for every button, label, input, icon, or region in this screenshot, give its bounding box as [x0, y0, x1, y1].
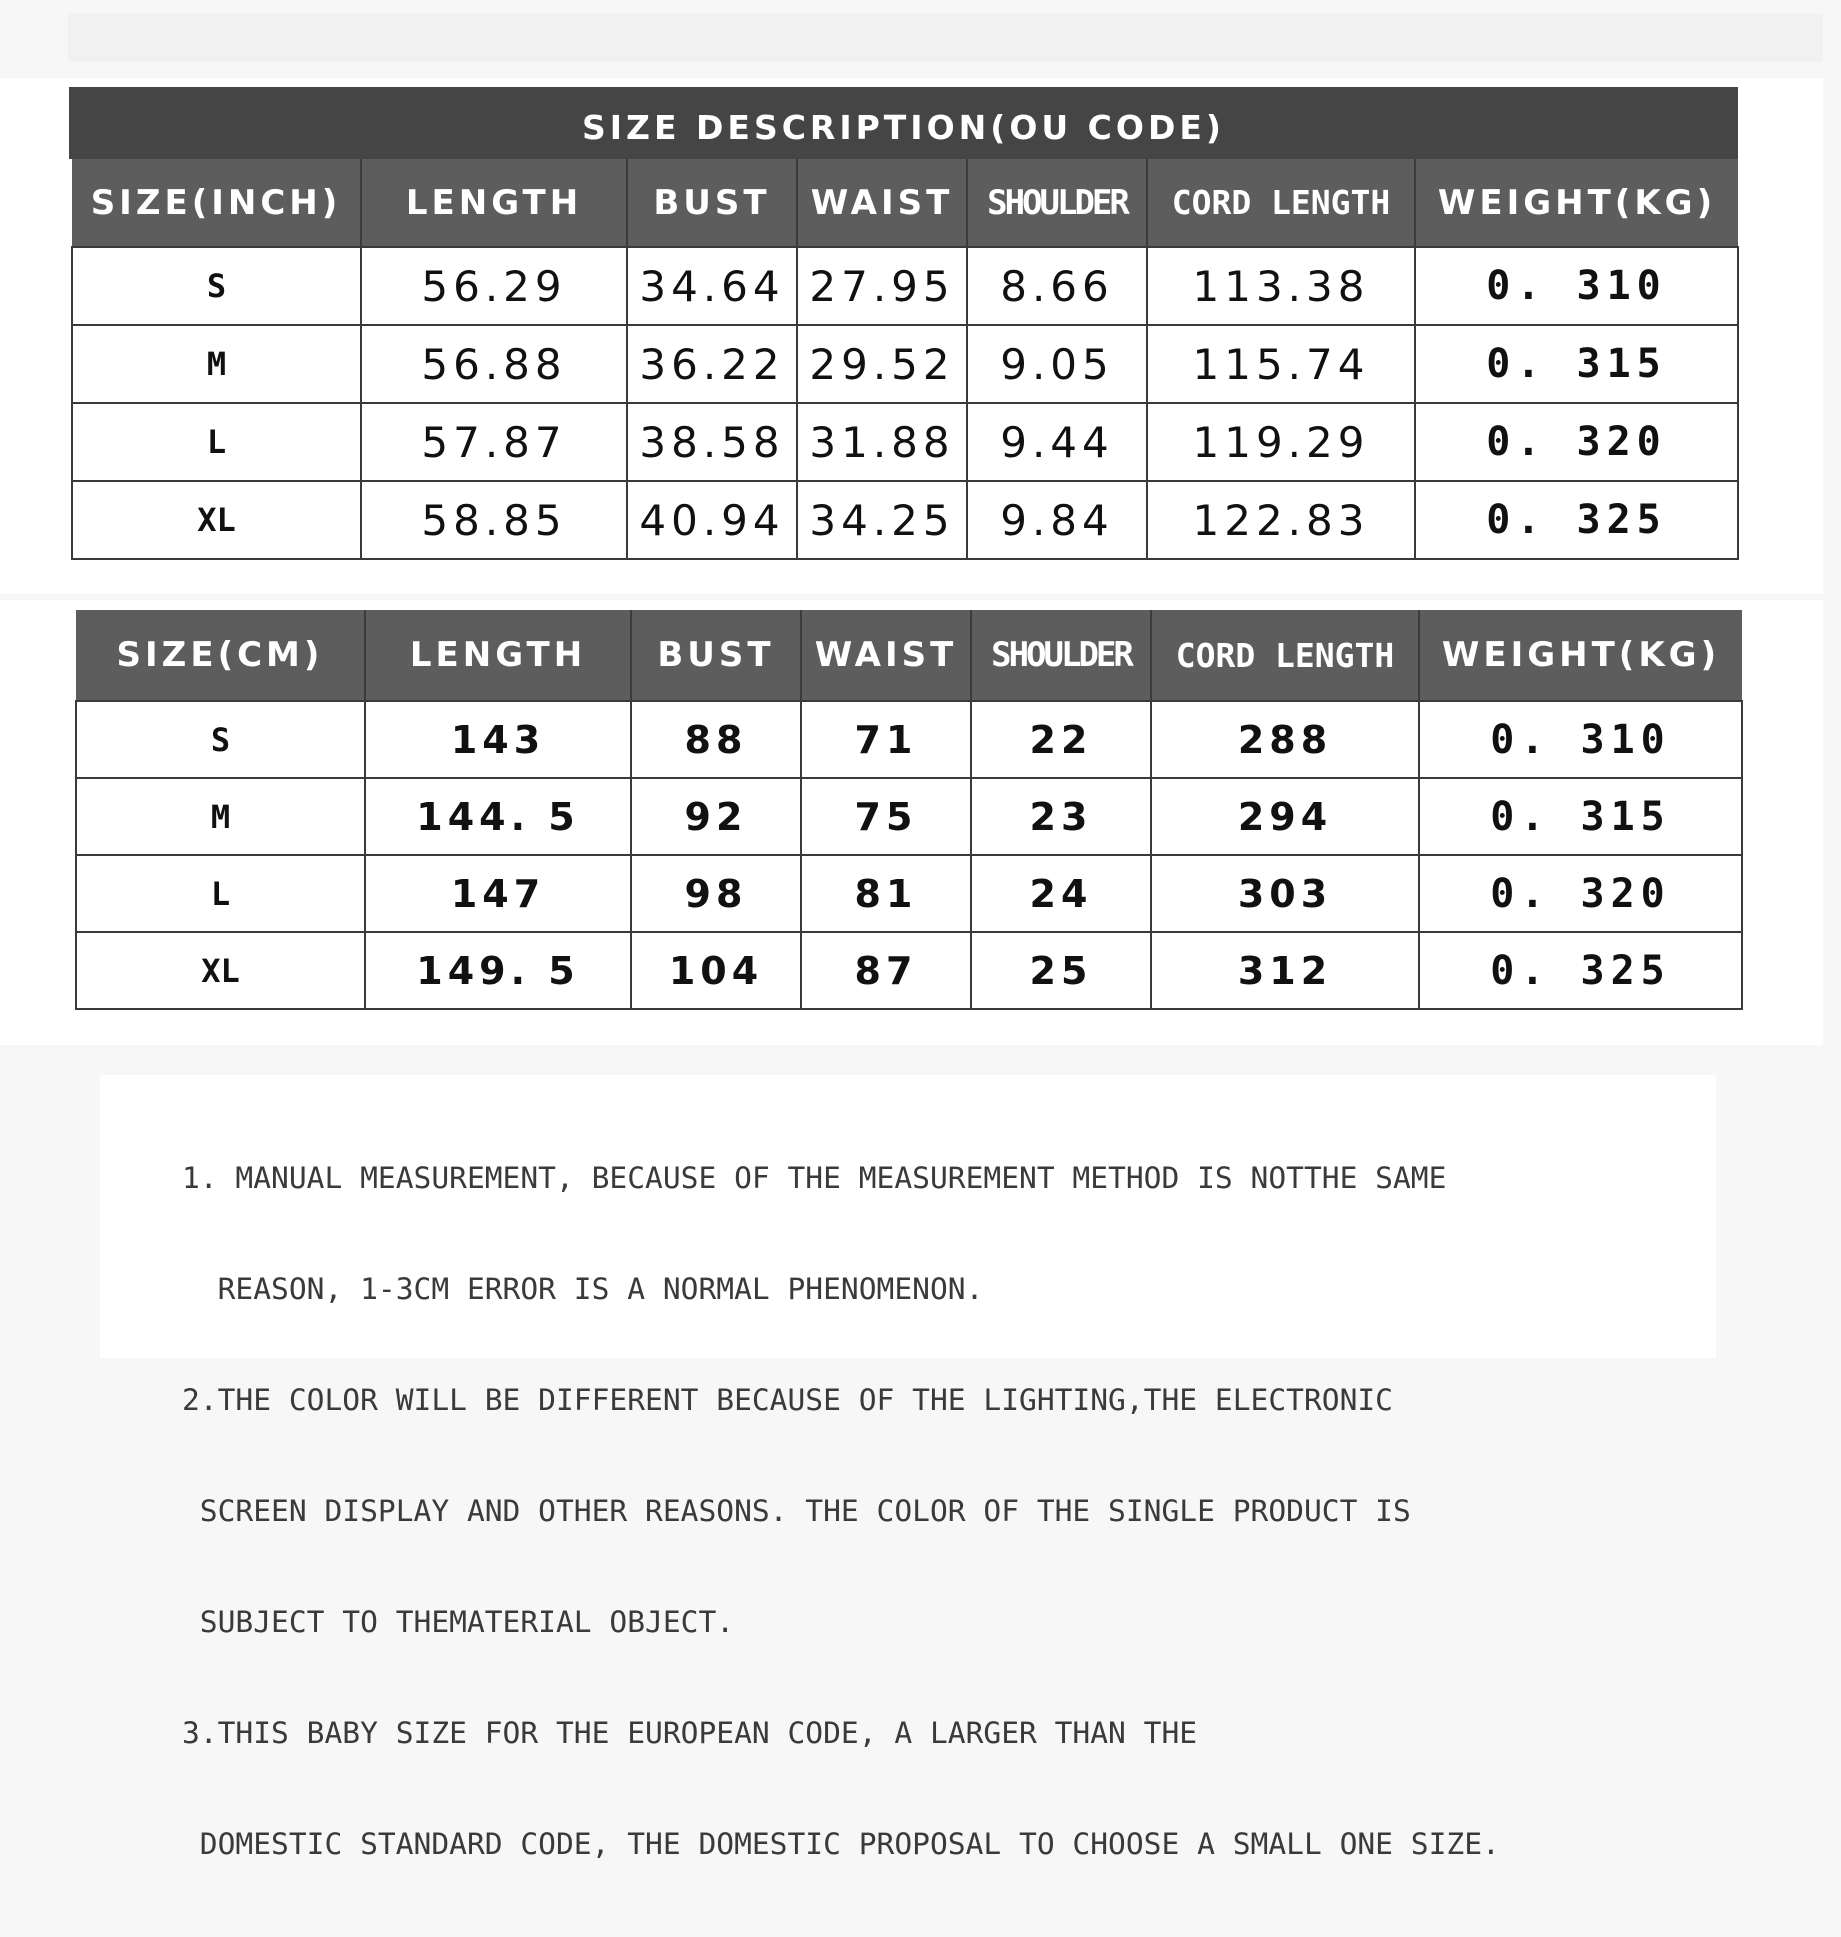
- cm-header-cord-length: CORD LENGTH: [1151, 610, 1419, 701]
- cm-header-row: [76, 610, 1742, 701]
- waist-cell: 75: [801, 778, 971, 855]
- inch-header-weight: WEIGHT(KG): [1415, 159, 1738, 247]
- inch-header-cord-length: CORD LENGTH: [1147, 159, 1415, 247]
- size-cell: XL: [72, 481, 361, 559]
- weight-cell: 0. 320: [1415, 403, 1738, 481]
- table-row: [72, 325, 1738, 403]
- cord-length-cell: 303: [1151, 855, 1419, 932]
- cord-length-cell: 119.29: [1147, 403, 1415, 481]
- bust-cell: 104: [631, 932, 801, 1009]
- cm-size-table: [75, 610, 1743, 1010]
- cm-header-waist: WAIST: [801, 610, 971, 701]
- page-title: SIZE DESCRIPTION(OU CODE): [69, 87, 1738, 159]
- cm-header-bust: BUST: [631, 610, 801, 701]
- shoulder-cell: 9.44: [967, 403, 1147, 481]
- weight-cell: 0. 325: [1419, 932, 1742, 1009]
- cord-length-cell: 288: [1151, 701, 1419, 778]
- cm-header-length: LENGTH: [365, 610, 631, 701]
- table-row: [72, 247, 1738, 325]
- table-row: [76, 855, 1742, 932]
- bust-cell: 34.64: [627, 247, 797, 325]
- note-line: 2.THE COLOR WILL BE DIFFERENT BECAUSE OF THE LIGHTING,THE ELECTRONIC: [182, 1383, 1393, 1417]
- note-line: DOMESTIC STANDARD CODE, THE DOMESTIC PROPOSAL TO CHOOSE A SMALL ONE SIZE.: [182, 1827, 1500, 1861]
- waist-cell: 31.88: [797, 403, 967, 481]
- table-row: [76, 932, 1742, 1009]
- waist-cell: 34.25: [797, 481, 967, 559]
- cm-header-size: SIZE(CM): [76, 610, 365, 701]
- note-line: SCREEN DISPLAY AND OTHER REASONS. THE COLOR OF THE SINGLE PRODUCT IS: [182, 1494, 1411, 1528]
- cord-length-cell: 122.83: [1147, 481, 1415, 559]
- waist-cell: 71: [801, 701, 971, 778]
- waist-cell: 87: [801, 932, 971, 1009]
- note-line: SUBJECT TO THEMATERIAL OBJECT.: [182, 1605, 735, 1639]
- inch-header-shoulder: SHOULDER: [967, 159, 1147, 247]
- bust-cell: 92: [631, 778, 801, 855]
- note-line: 1. MANUAL MEASUREMENT, BECAUSE OF THE MEASUREMENT METHOD IS NOTTHE SAME: [182, 1161, 1447, 1195]
- length-cell: 58.85: [361, 481, 627, 559]
- cm-header-weight: WEIGHT(KG): [1419, 610, 1742, 701]
- cord-length-cell: 312: [1151, 932, 1419, 1009]
- inch-header-row: [72, 159, 1738, 247]
- notes-text: [182, 1086, 1500, 1937]
- length-cell: 143: [365, 701, 631, 778]
- waist-cell: 81: [801, 855, 971, 932]
- shoulder-cell: 8.66: [967, 247, 1147, 325]
- inch-header-waist: WAIST: [797, 159, 967, 247]
- cord-length-cell: 115.74: [1147, 325, 1415, 403]
- length-cell: 149. 5: [365, 932, 631, 1009]
- top-strip: [68, 14, 1823, 62]
- bust-cell: 88: [631, 701, 801, 778]
- shoulder-cell: 9.84: [967, 481, 1147, 559]
- waist-cell: 29.52: [797, 325, 967, 403]
- inch-header-bust: BUST: [627, 159, 797, 247]
- waist-cell: 27.95: [797, 247, 967, 325]
- bust-cell: 38.58: [627, 403, 797, 481]
- bust-cell: 98: [631, 855, 801, 932]
- size-cell: S: [76, 701, 365, 778]
- table-row: [72, 481, 1738, 559]
- size-cell: L: [72, 403, 361, 481]
- size-cell: XL: [76, 932, 365, 1009]
- size-cell: M: [76, 778, 365, 855]
- size-cell: M: [72, 325, 361, 403]
- weight-cell: 0. 310: [1419, 701, 1742, 778]
- table-row: [72, 403, 1738, 481]
- bust-cell: 40.94: [627, 481, 797, 559]
- shoulder-cell: 9.05: [967, 325, 1147, 403]
- weight-cell: 0. 310: [1415, 247, 1738, 325]
- length-cell: 57.87: [361, 403, 627, 481]
- length-cell: 56.29: [361, 247, 627, 325]
- shoulder-cell: 24: [971, 855, 1151, 932]
- shoulder-cell: 23: [971, 778, 1151, 855]
- weight-cell: 0. 315: [1419, 778, 1742, 855]
- size-cell: L: [76, 855, 365, 932]
- cord-length-cell: 294: [1151, 778, 1419, 855]
- inch-header-length: LENGTH: [361, 159, 627, 247]
- note-line: REASON, 1-3CM ERROR IS A NORMAL PHENOMENON.: [182, 1272, 984, 1306]
- weight-cell: 0. 320: [1419, 855, 1742, 932]
- length-cell: 147: [365, 855, 631, 932]
- weight-cell: 0. 325: [1415, 481, 1738, 559]
- cord-length-cell: 113.38: [1147, 247, 1415, 325]
- shoulder-cell: 22: [971, 701, 1151, 778]
- inch-size-table: [71, 159, 1739, 560]
- shoulder-cell: 25: [971, 932, 1151, 1009]
- length-cell: 144. 5: [365, 778, 631, 855]
- length-cell: 56.88: [361, 325, 627, 403]
- cm-header-shoulder: SHOULDER: [971, 610, 1151, 701]
- size-cell: S: [72, 247, 361, 325]
- weight-cell: 0. 315: [1415, 325, 1738, 403]
- bust-cell: 36.22: [627, 325, 797, 403]
- note-line: 3.THIS BABY SIZE FOR THE EUROPEAN CODE, A LARGER THAN THE: [182, 1716, 1198, 1750]
- table-row: [76, 701, 1742, 778]
- table-row: [76, 778, 1742, 855]
- inch-header-size: SIZE(INCH): [72, 159, 361, 247]
- notes-panel: [100, 1075, 1716, 1861]
